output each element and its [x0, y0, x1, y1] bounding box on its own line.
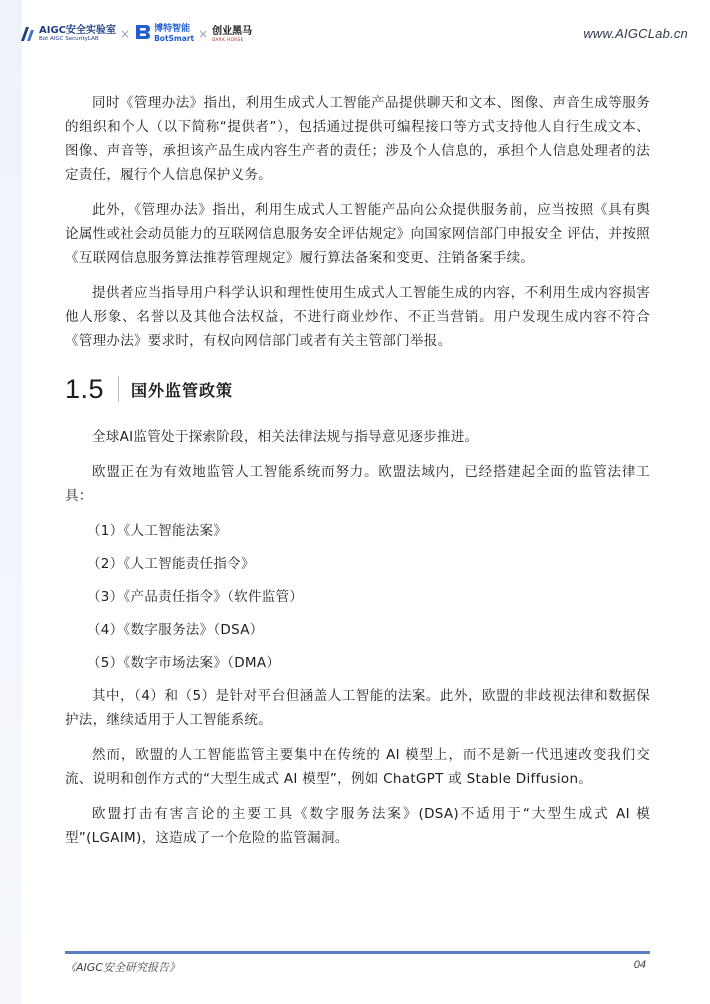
botsmart-logo — [134, 23, 194, 45]
list-item: （3）《产品责任指令》（软件监管） — [87, 589, 304, 605]
section-number: 1.5 — [65, 373, 105, 404]
site-url: www.AIGCLab.cn — [583, 26, 688, 41]
aigc-lab-title: AIGC安全实验室 — [39, 24, 117, 36]
side-decoration-stripe — [0, 0, 22, 1004]
document-body — [65, 91, 650, 861]
dark-horse-cn-name: 创业黑马 — [212, 25, 253, 37]
botsmart-cn-name: 博特智能 — [154, 24, 191, 35]
logo-separator: × — [198, 27, 209, 41]
footer-rule — [65, 951, 650, 954]
botsmart-mark-icon — [134, 23, 152, 45]
paragraph: 欧盟打击有害言论的主要工具《数字服务法案》(DSA)不适用于“大型生成式 AI 模型”(LGAIM)，这造成了一个危险的监管漏洞。 — [65, 806, 650, 846]
footer-report-title: 《AIGC安全研究报告》 — [65, 961, 180, 974]
list-item: （4）《数字服务法》（DSA） — [87, 622, 264, 638]
section-divider — [118, 376, 119, 402]
paragraph: 此外，《管理办法》指出，利用生成式人工智能产品向公众提供服务前，应当按照《具有舆论属性或社会动员能力的互联网信息服务安全评估规定》向国家网信部门申报安全 评估，并按照《互联网信息服务算法推荐管理规定》履行算法备案和变更、注销备案手续。 — [65, 202, 650, 266]
section-heading — [65, 371, 650, 407]
logo-separator: × — [120, 27, 131, 41]
dark-horse-en-name: DARK HORSE — [212, 36, 244, 42]
botsmart-en-name: BotSmart — [154, 34, 195, 44]
paragraph: 全球AI监管处于探索阶段，相关法律法规与指导意见逐步推进。 — [92, 429, 479, 445]
list-item: （5）《数字市场法案》（DMA） — [87, 655, 281, 671]
section-title: 国外监管政策 — [131, 380, 234, 400]
aigc-lab-logo — [20, 26, 116, 43]
paragraph: 其中，（4）和（5）是针对平台但涵盖人工智能的法案。此外，欧盟的非歧视法律和数据保护法，继续适用于人工智能系统。 — [65, 688, 650, 728]
aigc-lab-mark-icon — [20, 26, 36, 42]
page-header — [0, 0, 710, 60]
paragraph: 提供者应当指导用户科学认识和理性使用生成式人工智能生成的内容，不利用生成内容损害他人形象、名誉以及其他合法权益，不进行商业炒作、不正当营销。用户发现生成内容不符合《管理办法》要求时，有权向网信部门或者有关主管部门举报。 — [65, 285, 650, 349]
list-item: （2）《人工智能责任指令》 — [87, 556, 255, 572]
page-number: 04 — [633, 959, 646, 971]
paragraph: 然而，欧盟的人工智能监管主要集中在传统的 AI 模型上，而不是新一代迅速改变我们交流、说明和创作方式的“大型生成式 AI 模型”，例如 ChatGPT 或 Stable Diffusion。 — [65, 747, 650, 787]
dark-horse-logo — [212, 27, 252, 42]
paragraph: 欧盟正在为有效地监管人工智能系统而努力。欧盟法域内，已经搭建起全面的监管法律工具： — [65, 464, 650, 504]
list-item: （1）《人工智能法案》 — [87, 523, 228, 539]
paragraph: 同时《管理办法》指出，利用生成式人工智能产品提供聊天和文本、图像、声音生成等服务的组织和个人（以下简称“提供者”），包括通过提供可编程接口等方式支持他人自行生成文本、图像、声音等，承担该产品生成内容生产者的责任；涉及个人信息的，承担个人信息处理者的法定责任，履行个人信息保护义务。 — [65, 95, 650, 183]
partner-logos — [20, 22, 252, 46]
aigc-lab-subtitle: Bot AIGC SecurityLAB — [39, 35, 99, 42]
